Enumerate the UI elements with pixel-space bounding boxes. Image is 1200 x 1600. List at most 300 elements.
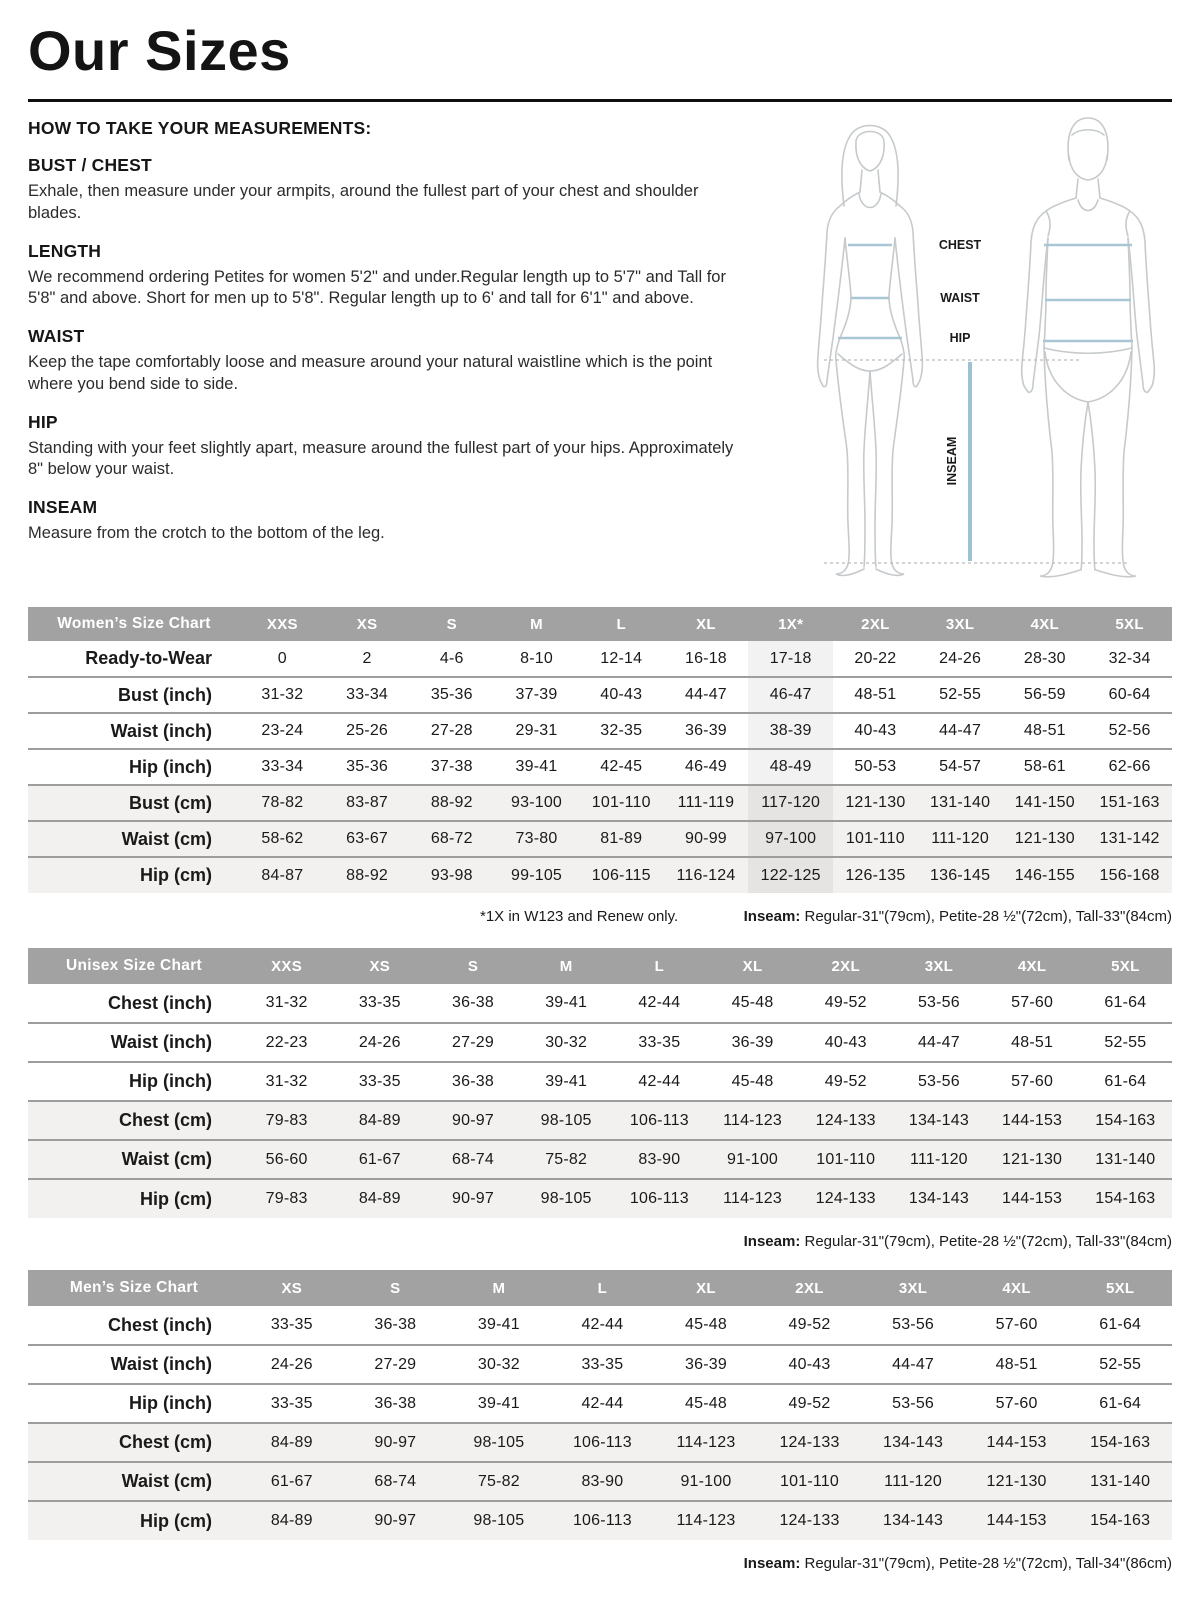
size-value-cell: 90-97 xyxy=(374,1512,417,1529)
size-value-cell: 49-52 xyxy=(824,994,867,1011)
size-value-cell: 52-55 xyxy=(1104,1033,1147,1051)
unisex-inseam-footnote xyxy=(744,1233,1172,1250)
size-value-cell: 48-51 xyxy=(854,686,897,703)
size-value-cell: 53-56 xyxy=(917,1072,960,1090)
size-value-cell: 61-64 xyxy=(1099,1394,1142,1412)
size-column-header: 3XL xyxy=(892,948,985,984)
size-value-cell: 131-140 xyxy=(1095,1150,1156,1168)
inseam-footnote-text: Regular-31"(79cm), Petite-28 ½"(72cm), Tall-33"(84cm) xyxy=(800,908,1172,925)
size-value-cell: 40-43 xyxy=(788,1355,831,1373)
size-value-cell: 8-10 xyxy=(520,649,553,667)
size-value-cell: 101-110 xyxy=(591,794,651,811)
size-column-header: 3XL xyxy=(861,1270,965,1306)
size-column-header: XL xyxy=(706,948,799,984)
size-value-cell: 81-89 xyxy=(600,830,643,847)
size-value-cell: 48-51 xyxy=(995,1355,1038,1373)
size-value-cell: 36-39 xyxy=(731,1033,774,1051)
size-value-cell: 42-44 xyxy=(581,1394,624,1412)
size-value-cell: 27-29 xyxy=(374,1355,417,1373)
table-row xyxy=(28,1062,1172,1101)
section-title: HIP xyxy=(28,411,58,432)
size-value-cell: 28-30 xyxy=(1023,649,1066,667)
size-value-cell: 40-43 xyxy=(854,722,897,739)
size-value-cell: 39-41 xyxy=(515,758,558,775)
size-value-cell: 75-82 xyxy=(545,1150,588,1168)
row-label: Hip (inch) xyxy=(129,756,212,777)
table-row xyxy=(28,857,1172,893)
size-value-cell: 106-113 xyxy=(572,1433,632,1451)
size-value-cell: 39-41 xyxy=(477,1316,520,1333)
size-column-header: 5XL xyxy=(1087,607,1172,641)
size-column-header: XS xyxy=(325,607,410,641)
table-row xyxy=(28,1179,1172,1218)
size-value-cell: 79-83 xyxy=(265,1190,308,1207)
size-column-header: L xyxy=(613,948,706,984)
size-value-cell: 37-39 xyxy=(515,686,558,703)
inseam-footnote-text: Regular-31"(79cm), Petite-28 ½"(72cm), Tall-33"(84cm) xyxy=(800,1233,1172,1250)
waist-label: WAIST xyxy=(940,291,980,305)
size-value-cell: 17-18 xyxy=(748,641,833,677)
size-value-cell: 25-26 xyxy=(346,722,389,739)
size-column-header: S xyxy=(426,948,519,984)
instruction-section-bust-chest xyxy=(28,155,750,225)
size-value-cell: 83-87 xyxy=(346,794,389,811)
row-label: Waist (cm) xyxy=(121,1149,212,1169)
table-row xyxy=(28,677,1172,713)
table-row xyxy=(28,1345,1172,1384)
row-label: Hip (inch) xyxy=(129,1393,212,1413)
size-value-cell: 114-123 xyxy=(723,1190,782,1207)
size-value-cell: 131-142 xyxy=(1099,830,1160,847)
size-value-cell: 45-48 xyxy=(731,1072,774,1090)
size-value-cell: 22-23 xyxy=(265,1033,308,1051)
size-value-cell: 106-115 xyxy=(591,866,651,884)
instruction-section-length xyxy=(28,241,750,311)
size-column-header: 3XL xyxy=(918,607,1003,641)
size-value-cell: 144-153 xyxy=(1002,1190,1063,1207)
size-value-cell: 136-145 xyxy=(930,866,991,884)
size-value-cell: 68-74 xyxy=(452,1150,494,1168)
size-value-cell: 35-36 xyxy=(346,758,389,775)
size-value-cell: 114-123 xyxy=(676,1433,736,1451)
size-value-cell: 53-56 xyxy=(892,1316,935,1333)
size-value-cell: 61-67 xyxy=(358,1150,401,1168)
size-value-cell: 52-55 xyxy=(939,686,982,703)
size-value-cell: 50-53 xyxy=(854,758,897,775)
size-value-cell: 63-67 xyxy=(346,830,389,847)
row-label: Chest (cm) xyxy=(118,1110,212,1130)
size-value-cell: 45-48 xyxy=(731,994,774,1011)
row-label: Chest (inch) xyxy=(107,1314,212,1335)
size-value-cell: 124-133 xyxy=(815,1111,876,1129)
table-row xyxy=(28,713,1172,749)
size-value-cell: 44-47 xyxy=(684,686,727,703)
size-value-cell: 93-100 xyxy=(511,794,563,811)
table-row xyxy=(28,1306,1172,1345)
size-column-header: XL xyxy=(664,607,749,641)
size-value-cell: 88-92 xyxy=(346,866,389,884)
instruction-section-waist xyxy=(28,326,750,396)
size-value-cell: 31-32 xyxy=(265,994,308,1011)
inseam-footnote-label: Inseam: xyxy=(743,908,801,925)
row-label: Hip (inch) xyxy=(129,1071,212,1091)
row-label: Hip (cm) xyxy=(140,1510,212,1531)
size-value-cell: 16-18 xyxy=(684,649,727,667)
size-value-cell: 45-48 xyxy=(685,1316,727,1333)
size-value-cell: 93-98 xyxy=(430,866,473,884)
size-value-cell: 56-60 xyxy=(265,1150,308,1168)
size-value-cell: 144-153 xyxy=(986,1512,1047,1529)
size-column-header: XS xyxy=(240,1270,344,1306)
instruction-section-inseam xyxy=(28,497,750,545)
row-label: Hip (cm) xyxy=(140,1188,212,1209)
size-value-cell: 29-31 xyxy=(515,722,558,739)
size-value-cell: 57-60 xyxy=(1011,1072,1054,1090)
size-column-header: M xyxy=(447,1270,551,1306)
size-value-cell: 98-105 xyxy=(540,1111,592,1129)
size-column-header: L xyxy=(551,1270,655,1306)
womens-size-chart-table xyxy=(28,607,1172,893)
size-value-cell: 44-47 xyxy=(917,1033,960,1051)
table-row xyxy=(28,984,1172,1023)
size-value-cell: 37-38 xyxy=(430,758,473,775)
size-value-cell: 33-35 xyxy=(358,1072,401,1090)
row-label: Bust (inch) xyxy=(118,684,212,705)
mens-inseam-footnote xyxy=(744,1555,1172,1572)
size-value-cell: 24-26 xyxy=(270,1355,313,1373)
size-value-cell: 61-64 xyxy=(1099,1316,1142,1333)
table-row xyxy=(28,785,1172,821)
row-label: Bust (cm) xyxy=(128,792,212,813)
size-value-cell: 83-90 xyxy=(581,1472,624,1490)
section-body: Exhale, then measure under your armpits, around the fullest part of your chest and shoulder blades. xyxy=(28,182,699,222)
chest-label: CHEST xyxy=(938,238,982,252)
table-row xyxy=(28,1101,1172,1140)
row-label: Ready-to-Wear xyxy=(85,648,212,668)
size-value-cell: 61-64 xyxy=(1104,1072,1147,1090)
table-row xyxy=(28,1023,1172,1062)
size-value-cell: 33-34 xyxy=(261,758,304,775)
size-value-cell: 122-125 xyxy=(748,857,833,893)
size-value-cell: 154-163 xyxy=(1090,1433,1151,1451)
size-value-cell: 4-6 xyxy=(439,649,464,667)
size-value-cell: 144-153 xyxy=(1002,1111,1063,1129)
size-value-cell: 98-105 xyxy=(473,1433,525,1451)
size-value-cell: 73-80 xyxy=(515,830,558,847)
size-column-header: M xyxy=(520,948,613,984)
size-value-cell: 90-99 xyxy=(684,830,727,847)
size-value-cell: 121-130 xyxy=(1014,830,1075,847)
size-value-cell: 111-120 xyxy=(931,830,989,847)
size-value-cell: 32-35 xyxy=(600,722,643,739)
row-label: Waist (cm) xyxy=(121,1471,212,1491)
size-value-cell: 24-26 xyxy=(358,1033,401,1051)
size-value-cell: 54-57 xyxy=(939,758,982,775)
size-value-cell: 58-61 xyxy=(1023,758,1066,775)
size-value-cell: 126-135 xyxy=(845,866,906,884)
size-value-cell: 48-51 xyxy=(1011,1033,1054,1051)
size-value-cell: 124-133 xyxy=(779,1512,840,1529)
size-value-cell: 146-155 xyxy=(1014,866,1075,884)
table-row xyxy=(28,1423,1172,1462)
size-value-cell: 78-82 xyxy=(261,794,304,811)
size-value-cell: 111-119 xyxy=(677,794,735,811)
size-value-cell: 39-41 xyxy=(477,1394,520,1412)
size-value-cell: 131-140 xyxy=(930,794,991,811)
size-value-cell: 57-60 xyxy=(995,1316,1038,1333)
size-value-cell: 101-110 xyxy=(780,1472,839,1490)
size-value-cell: 91-100 xyxy=(727,1150,779,1168)
table-row xyxy=(28,821,1172,857)
size-value-cell: 53-56 xyxy=(892,1394,935,1412)
size-value-cell: 35-36 xyxy=(430,686,473,703)
size-value-cell: 154-163 xyxy=(1090,1512,1151,1529)
size-column-header: 4XL xyxy=(965,1270,1069,1306)
row-label: Waist (inch) xyxy=(110,720,212,741)
size-value-cell: 134-143 xyxy=(882,1512,944,1529)
mens-table-footnotes xyxy=(28,1555,1172,1572)
size-value-cell: 40-43 xyxy=(824,1033,867,1051)
size-value-cell: 124-133 xyxy=(779,1433,840,1451)
size-value-cell: 106-113 xyxy=(572,1512,632,1529)
size-value-cell: 32-34 xyxy=(1108,649,1151,667)
size-value-cell: 98-105 xyxy=(540,1190,592,1207)
section-body: We recommend ordering Petites for women 5'2" and under.Regular length up to 5'7" and Tall for 5'8" and above. Short for men up to 5'8". Regular length up to 6' and tall for 6'1" and above. xyxy=(28,267,726,308)
size-value-cell: 90-97 xyxy=(452,1190,494,1207)
table-title: Unisex Size Chart xyxy=(28,948,240,984)
size-value-cell: 46-49 xyxy=(684,758,727,775)
size-value-cell: 68-72 xyxy=(430,830,473,847)
size-value-cell: 33-35 xyxy=(358,994,401,1011)
size-value-cell: 12-14 xyxy=(600,649,643,667)
section-title: WAIST xyxy=(28,326,85,347)
size-value-cell: 44-47 xyxy=(939,722,982,739)
section-title: INSEAM xyxy=(28,497,98,518)
female-figure-outline xyxy=(818,126,923,576)
size-column-header: M xyxy=(494,607,579,641)
size-value-cell: 39-41 xyxy=(545,994,588,1011)
size-value-cell: 61-67 xyxy=(270,1472,313,1490)
size-value-cell: 116-124 xyxy=(676,866,736,884)
size-value-cell: 79-83 xyxy=(265,1111,308,1129)
measurement-instructions xyxy=(28,118,750,561)
size-value-cell: 61-64 xyxy=(1104,994,1147,1011)
hip-label: HIP xyxy=(949,331,971,345)
size-value-cell: 90-97 xyxy=(452,1111,494,1129)
table-row xyxy=(28,1140,1172,1179)
page-title: Our Sizes xyxy=(28,19,291,82)
size-value-cell: 53-56 xyxy=(917,994,960,1011)
size-value-cell: 52-55 xyxy=(1099,1355,1142,1373)
size-column-header: S xyxy=(344,1270,448,1306)
size-value-cell: 42-45 xyxy=(600,758,643,775)
size-value-cell: 97-100 xyxy=(748,821,833,857)
size-value-cell: 154-163 xyxy=(1095,1190,1156,1207)
womens-inseam-footnote xyxy=(744,908,1172,925)
size-column-header: 4XL xyxy=(986,948,1079,984)
size-value-cell: 49-52 xyxy=(824,1072,867,1090)
male-figure-outline xyxy=(1022,118,1155,577)
size-value-cell: 36-38 xyxy=(452,1072,494,1090)
section-body: Measure from the crotch to the bottom of the leg. xyxy=(28,524,385,543)
size-value-cell: 141-150 xyxy=(1014,794,1075,811)
size-value-cell: 84-89 xyxy=(270,1512,313,1529)
size-value-cell: 48-49 xyxy=(748,749,833,785)
instruction-section-hip xyxy=(28,412,750,482)
size-column-header: 2XL xyxy=(758,1270,862,1306)
size-value-cell: 33-35 xyxy=(638,1033,681,1051)
size-value-cell: 30-32 xyxy=(477,1355,520,1373)
body-measurement-diagram xyxy=(782,108,1174,586)
size-value-cell: 0 xyxy=(277,649,287,667)
womens-size-chart-section xyxy=(28,607,1172,925)
size-value-cell: 156-168 xyxy=(1099,866,1160,884)
size-value-cell: 117-120 xyxy=(748,785,833,821)
unisex-size-chart-table xyxy=(28,948,1172,1218)
size-value-cell: 36-39 xyxy=(684,722,727,739)
size-value-cell: 151-163 xyxy=(1099,794,1160,811)
size-value-cell: 31-32 xyxy=(265,1072,308,1090)
size-value-cell: 58-62 xyxy=(261,830,304,847)
size-value-cell: 56-59 xyxy=(1023,686,1066,703)
body-figures-illustration xyxy=(782,108,1174,586)
size-column-header: L xyxy=(579,607,664,641)
size-column-header: 2XL xyxy=(799,948,892,984)
inseam-footnote-label: Inseam: xyxy=(743,1555,801,1572)
mens-size-chart-section xyxy=(28,1270,1172,1572)
size-value-cell: 57-60 xyxy=(1011,994,1054,1011)
size-value-cell: 36-38 xyxy=(374,1316,417,1333)
size-column-header: 5XL xyxy=(1068,1270,1172,1306)
measurement-lines xyxy=(838,245,1133,341)
size-value-cell: 33-35 xyxy=(270,1394,313,1412)
womens-1x-footnote: *1X in W123 and Renew only. xyxy=(480,908,679,925)
size-value-cell: 83-90 xyxy=(638,1150,681,1168)
size-value-cell: 114-123 xyxy=(723,1111,782,1129)
size-value-cell: 101-110 xyxy=(816,1150,876,1168)
size-value-cell: 48-51 xyxy=(1023,722,1066,739)
table-row xyxy=(28,1462,1172,1501)
instructions-heading: HOW TO TAKE YOUR MEASUREMENTS: xyxy=(28,118,372,138)
size-value-cell: 134-143 xyxy=(882,1433,944,1451)
size-value-cell: 99-105 xyxy=(511,866,563,884)
table-row xyxy=(28,1501,1172,1540)
row-label: Hip (cm) xyxy=(140,865,212,885)
mens-size-chart-table xyxy=(28,1270,1172,1540)
inseam-footnote-text: Regular-31"(79cm), Petite-28 ½"(72cm), Tall-34"(86cm) xyxy=(800,1555,1172,1572)
size-value-cell: 42-44 xyxy=(638,994,681,1011)
size-value-cell: 154-163 xyxy=(1095,1111,1156,1129)
size-value-cell: 40-43 xyxy=(600,686,643,703)
size-column-header: XS xyxy=(333,948,426,984)
size-value-cell: 49-52 xyxy=(788,1316,831,1333)
section-body: Keep the tape comfortably loose and measure around your natural waistline which is the point where you bend side to side. xyxy=(28,353,713,393)
size-value-cell: 45-48 xyxy=(685,1394,727,1412)
size-column-header: 2XL xyxy=(833,607,918,641)
size-column-header: XXS xyxy=(240,607,325,641)
size-value-cell: 62-66 xyxy=(1108,758,1151,775)
row-label: Chest (cm) xyxy=(118,1432,212,1452)
size-value-cell: 91-100 xyxy=(680,1472,732,1490)
size-value-cell: 39-41 xyxy=(545,1072,588,1090)
size-column-header: 5XL xyxy=(1079,948,1172,984)
size-value-cell: 84-87 xyxy=(261,866,304,884)
size-value-cell: 27-28 xyxy=(430,722,473,739)
inseam-label: INSEAM xyxy=(945,436,959,486)
size-value-cell: 33-35 xyxy=(270,1316,313,1333)
size-value-cell: 31-32 xyxy=(261,686,304,703)
size-value-cell: 30-32 xyxy=(545,1033,588,1051)
size-value-cell: 46-47 xyxy=(748,677,833,713)
size-value-cell: 36-39 xyxy=(685,1355,727,1373)
size-value-cell: 42-44 xyxy=(638,1072,681,1090)
table-row xyxy=(28,1384,1172,1423)
size-value-cell: 49-52 xyxy=(788,1394,831,1412)
row-label: Waist (cm) xyxy=(121,828,212,849)
size-column-header: 4XL xyxy=(1002,607,1087,641)
row-label: Chest (inch) xyxy=(107,992,212,1013)
table-row xyxy=(28,749,1172,785)
size-value-cell: 84-89 xyxy=(358,1111,401,1129)
size-value-cell: 121-130 xyxy=(845,794,906,811)
size-value-cell: 44-47 xyxy=(892,1355,935,1373)
size-value-cell: 33-34 xyxy=(346,686,389,703)
unisex-table-footnotes xyxy=(28,1233,1172,1250)
size-value-cell: 33-35 xyxy=(581,1355,624,1373)
table-title: Women’s Size Chart xyxy=(28,607,240,641)
size-value-cell: 27-29 xyxy=(452,1033,494,1051)
unisex-size-chart-section xyxy=(28,948,1172,1250)
size-value-cell: 42-44 xyxy=(581,1316,624,1333)
size-value-cell: 131-140 xyxy=(1090,1472,1151,1490)
size-value-cell: 124-133 xyxy=(815,1190,876,1207)
size-value-cell: 60-64 xyxy=(1108,686,1151,703)
size-value-cell: 144-153 xyxy=(986,1433,1047,1451)
size-value-cell: 2 xyxy=(362,649,372,667)
size-value-cell: 98-105 xyxy=(473,1512,525,1529)
size-value-cell: 75-82 xyxy=(477,1472,520,1490)
size-value-cell: 101-110 xyxy=(845,830,905,847)
size-value-cell: 111-120 xyxy=(910,1150,968,1168)
table-row xyxy=(28,641,1172,677)
size-value-cell: 68-74 xyxy=(374,1472,417,1490)
section-title: LENGTH xyxy=(28,240,102,261)
row-label: Waist (inch) xyxy=(110,1354,212,1374)
size-value-cell: 121-130 xyxy=(1002,1150,1063,1168)
size-value-cell: 134-143 xyxy=(908,1190,969,1207)
size-value-cell: 84-89 xyxy=(358,1190,401,1207)
size-value-cell: 57-60 xyxy=(995,1394,1038,1412)
size-value-cell: 23-24 xyxy=(261,722,304,739)
inseam-footnote-label: Inseam: xyxy=(743,1233,801,1250)
size-column-header: 1X* xyxy=(748,607,833,641)
size-value-cell: 121-130 xyxy=(986,1472,1047,1490)
size-column-header: XXS xyxy=(240,948,333,984)
row-label: Waist (inch) xyxy=(110,1032,212,1052)
title-divider xyxy=(28,99,1172,102)
size-value-cell: 38-39 xyxy=(748,713,833,749)
size-value-cell: 106-113 xyxy=(629,1190,689,1207)
size-value-cell: 106-113 xyxy=(629,1111,689,1129)
size-value-cell: 90-97 xyxy=(374,1433,417,1451)
size-column-header: S xyxy=(409,607,494,641)
size-value-cell: 88-92 xyxy=(430,794,473,811)
size-value-cell: 36-38 xyxy=(452,994,494,1011)
table-title: Men’s Size Chart xyxy=(28,1270,240,1306)
size-value-cell: 111-120 xyxy=(884,1472,942,1490)
size-value-cell: 134-143 xyxy=(908,1111,969,1129)
size-value-cell: 84-89 xyxy=(270,1433,313,1451)
